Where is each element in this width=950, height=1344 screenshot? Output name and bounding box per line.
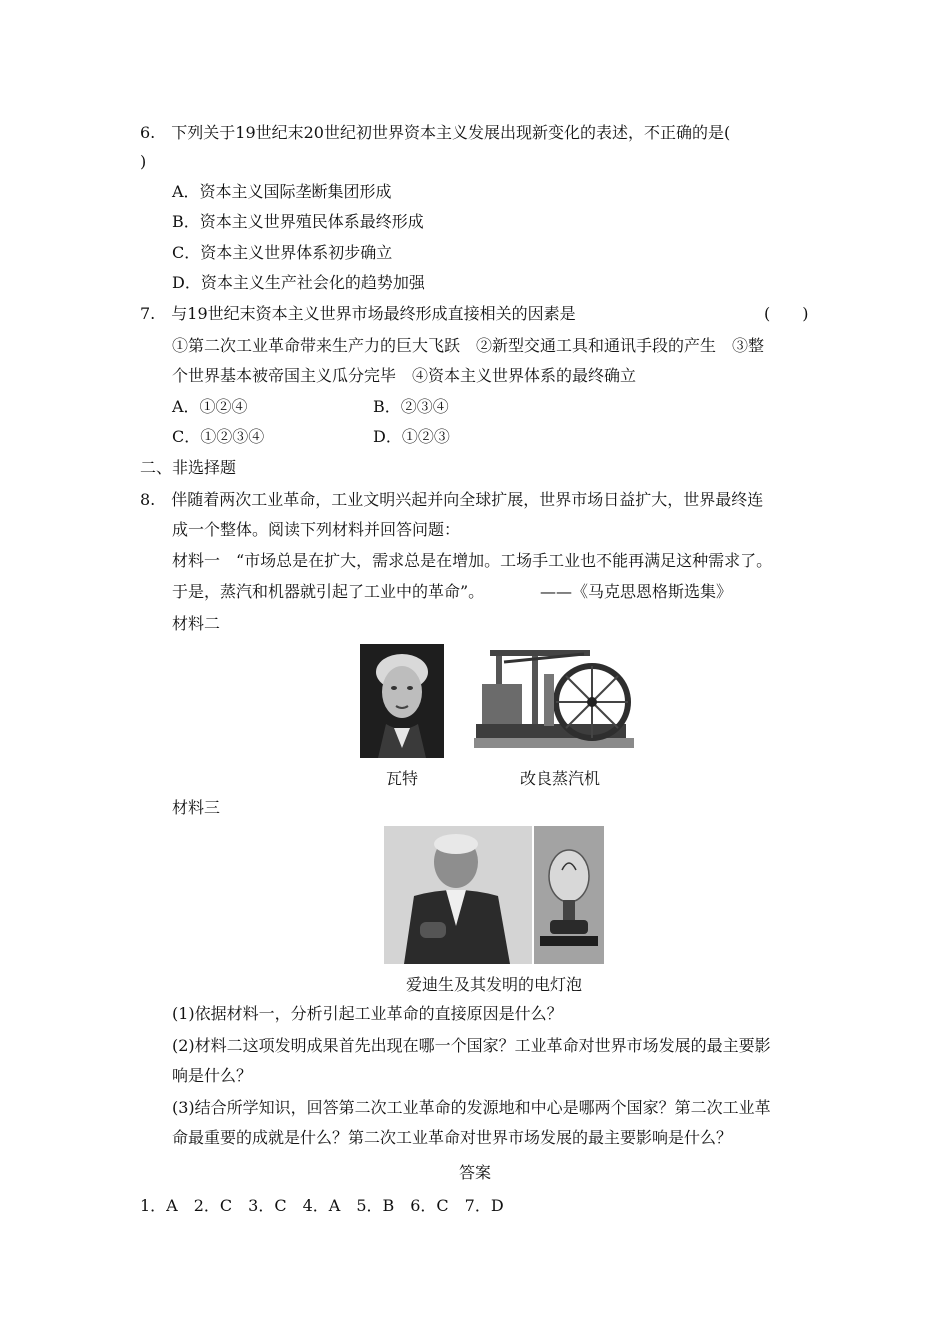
- caption-steam-engine: 改良蒸汽机: [519, 769, 600, 788]
- sub-question-3-line2: 命最重要的成就是什么？第二次工业革命对世界市场发展的最主要影响是什么？: [172, 1128, 733, 1147]
- q7-factors-line2: 个世界基本被帝国主义瓜分完毕 ④资本主义世界体系的最终确立: [172, 366, 637, 385]
- steam-engine-image: [474, 644, 646, 758]
- q8-stem-line2: 成一个整体。阅读下列材料并回答问题：: [172, 520, 461, 539]
- q6-option-b: B．资本主义世界殖民体系最终形成: [172, 212, 424, 231]
- material2-label: 材料二: [172, 614, 221, 633]
- material1-line2: 于是，蒸汽和机器就引起了工业中的革命”。: [172, 582, 485, 601]
- q6-stem: 6. 下列关于19世纪末20世纪初世界资本主义发展出现新变化的表述，不正确的是(: [140, 123, 731, 142]
- q7-bracket: ( ): [764, 304, 809, 323]
- edison-photo: [384, 826, 532, 964]
- q8-stem-line1: 8. 伴随着两次工业革命，工业文明兴起并向全球扩展，世界市场日益扩大，世界最终连: [140, 490, 764, 509]
- q7-option-d: D．①②③: [373, 427, 450, 446]
- sub-question-2-line1: (2)材料二这项发明成果首先出现在哪一个国家？工业革命对世界市场发展的最主要影: [172, 1036, 771, 1055]
- q6-stem-cont: ): [140, 152, 147, 171]
- q6-option-c: C．资本主义世界体系初步确立: [172, 243, 393, 262]
- q7-factors-line1: ①第二次工业革命带来生产力的巨大飞跃 ②新型交通工具和通讯手段的产生 ③整: [172, 336, 765, 355]
- q7-option-c: C．①②③④: [172, 427, 265, 446]
- material1-source: ——《马克思恩格斯选集》: [540, 582, 733, 601]
- q6-option-a: A．资本主义国际垄断集团形成: [172, 182, 392, 201]
- answer-heading: 答案: [458, 1163, 491, 1182]
- section-heading: 二、非选择题: [140, 458, 237, 477]
- q7-option-a: A．①②④: [172, 397, 248, 416]
- caption-edison: 爱迪生及其发明的电灯泡: [405, 975, 582, 994]
- sub-question-1: (1)依据材料一，分析引起工业革命的直接原因是什么？: [172, 1004, 563, 1023]
- watt-portrait: [360, 644, 444, 758]
- answer-key: 1．A 2．C 3．C 4．A 5．B 6．C 7．D: [140, 1196, 504, 1215]
- light-bulb-photo: [534, 826, 604, 964]
- q7-option-b: B．②③④: [373, 397, 449, 416]
- sub-question-3-line1: (3)结合所学知识，回答第二次工业革命的发源地和中心是哪两个国家？第二次工业革: [172, 1098, 771, 1117]
- q6-option-d: D．资本主义生产社会化的趋势加强: [172, 273, 425, 292]
- material1-line1: 材料一 “市场总是在扩大，需求总是在增加。工场手工业也不能再满足这种需求了。: [172, 551, 773, 570]
- sub-question-2-line2: 响是什么？: [172, 1066, 253, 1085]
- caption-watt: 瓦特: [385, 769, 418, 788]
- q7-stem: 7. 与19世纪末资本主义世界市场最终形成直接相关的因素是: [140, 304, 576, 323]
- material3-label: 材料三: [172, 798, 221, 817]
